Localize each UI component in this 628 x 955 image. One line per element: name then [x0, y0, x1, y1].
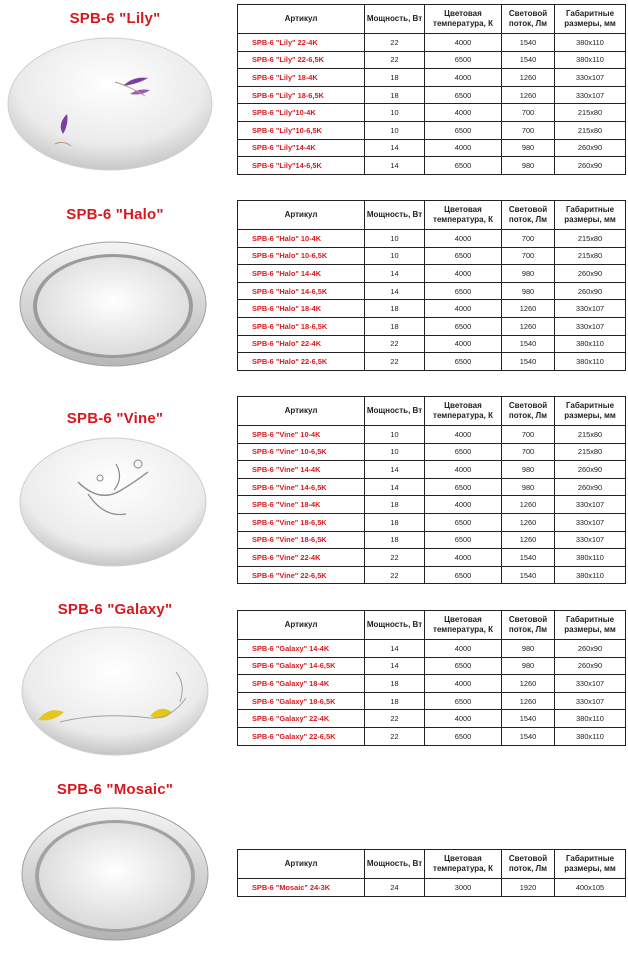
- temperature-cell: 6500: [425, 247, 502, 265]
- article-cell: SPB-6 "Galaxy" 18-6,5K: [238, 692, 365, 710]
- dimensions-cell: 380x110: [555, 727, 626, 745]
- product-title-halo: SPB-6 "Halo": [66, 206, 164, 223]
- temperature-cell: 6500: [425, 317, 502, 335]
- table-row: [238, 317, 626, 335]
- flux-cell: 1540: [502, 727, 555, 745]
- article-cell: SPB-6 "Vine" 18-6,5K: [238, 513, 365, 531]
- power-cell: 18: [365, 69, 425, 87]
- table-row: [238, 247, 626, 265]
- temperature-cell: 6500: [425, 513, 502, 531]
- flux-cell: 1540: [502, 566, 555, 584]
- product-title-mosaic: SPB-6 "Mosaic": [56, 781, 174, 798]
- temperature-cell: 6500: [425, 727, 502, 745]
- table-row: [238, 675, 626, 693]
- article-cell: SPB-6 "Lily"10-4K: [238, 104, 365, 122]
- article-cell: SPB-6 "Vine" 22-4K: [238, 549, 365, 567]
- dimensions-cell: 330x107: [555, 531, 626, 549]
- article-cell: SPB-6 "Lily"14-6,5K: [238, 157, 365, 175]
- flux-cell: 980: [502, 157, 555, 175]
- header-flux: Световой поток, Лм: [502, 201, 555, 230]
- table-row: [238, 710, 626, 728]
- power-cell: 22: [365, 710, 425, 728]
- power-cell: 14: [365, 265, 425, 283]
- article-cell: SPB-6 "Lily"14-4K: [238, 139, 365, 157]
- power-cell: 22: [365, 566, 425, 584]
- header-article: Артикул: [238, 397, 365, 426]
- table-row: [238, 426, 626, 444]
- temperature-cell: 4000: [425, 139, 502, 157]
- temperature-cell: 6500: [425, 478, 502, 496]
- header-power: Мощность, Вт: [365, 850, 425, 879]
- flux-cell: 1260: [502, 675, 555, 693]
- power-cell: 14: [365, 657, 425, 675]
- flux-cell: 980: [502, 640, 555, 658]
- temperature-cell: 4000: [425, 69, 502, 87]
- dimensions-cell: 215x80: [555, 247, 626, 265]
- flux-cell: 1260: [502, 496, 555, 514]
- power-cell: 24: [365, 879, 425, 897]
- power-cell: 18: [365, 692, 425, 710]
- table-row: [238, 513, 626, 531]
- header-temperature: Цветовая температура, К: [425, 397, 502, 426]
- temperature-cell: 4000: [425, 426, 502, 444]
- header-flux: Световой поток, Лм: [502, 850, 555, 879]
- halo-lamp-image: [18, 238, 208, 368]
- flux-cell: 1260: [502, 69, 555, 87]
- dimensions-cell: 260x90: [555, 265, 626, 283]
- table-row: [238, 879, 626, 897]
- temperature-cell: 4000: [425, 335, 502, 353]
- dimensions-cell: 260x90: [555, 478, 626, 496]
- power-cell: 14: [365, 461, 425, 479]
- product-title-lily: SPB-6 "Lily": [69, 10, 161, 27]
- article-cell: SPB-6 "Halo" 18-4K: [238, 300, 365, 318]
- dimensions-cell: 330x107: [555, 675, 626, 693]
- power-cell: 22: [365, 335, 425, 353]
- temperature-cell: 4000: [425, 640, 502, 658]
- dimensions-cell: 330x107: [555, 86, 626, 104]
- header-temperature: Цветовая температура, К: [425, 201, 502, 230]
- flux-cell: 1260: [502, 317, 555, 335]
- spec-table-lily: [237, 4, 626, 175]
- flux-cell: 980: [502, 282, 555, 300]
- table-row: [238, 478, 626, 496]
- flux-cell: 700: [502, 104, 555, 122]
- power-cell: 14: [365, 282, 425, 300]
- header-flux: Световой поток, Лм: [502, 611, 555, 640]
- power-cell: 22: [365, 51, 425, 69]
- article-cell: SPB-6 "Galaxy" 14-6,5K: [238, 657, 365, 675]
- dimensions-cell: 260x90: [555, 157, 626, 175]
- header-flux: Световой поток, Лм: [502, 397, 555, 426]
- temperature-cell: 3000: [425, 879, 502, 897]
- product-title-galaxy: SPB-6 "Galaxy": [57, 601, 173, 618]
- flux-cell: 980: [502, 478, 555, 496]
- spec-table-vine: [237, 396, 626, 584]
- article-cell: SPB-6 "Halo" 22-4K: [238, 335, 365, 353]
- dimensions-cell: 330x107: [555, 69, 626, 87]
- flux-cell: 700: [502, 230, 555, 248]
- table-row: [238, 265, 626, 283]
- article-cell: SPB-6 "Vine" 18-4K: [238, 496, 365, 514]
- table-row: [238, 640, 626, 658]
- flux-cell: 1260: [502, 300, 555, 318]
- temperature-cell: 6500: [425, 282, 502, 300]
- flux-cell: 1920: [502, 879, 555, 897]
- power-cell: 14: [365, 139, 425, 157]
- lily-lamp-image: [5, 34, 215, 174]
- header-article: Артикул: [238, 611, 365, 640]
- temperature-cell: 6500: [425, 86, 502, 104]
- table-row: [238, 727, 626, 745]
- table-row: [238, 139, 626, 157]
- article-cell: SPB-6 "Mosaic" 24-3K: [238, 879, 365, 897]
- power-cell: 22: [365, 34, 425, 52]
- temperature-cell: 6500: [425, 657, 502, 675]
- flux-cell: 1540: [502, 34, 555, 52]
- dimensions-cell: 400x105: [555, 879, 626, 897]
- flux-cell: 1540: [502, 353, 555, 371]
- temperature-cell: 6500: [425, 157, 502, 175]
- power-cell: 10: [365, 104, 425, 122]
- temperature-cell: 4000: [425, 675, 502, 693]
- flux-cell: 1260: [502, 531, 555, 549]
- article-cell: SPB-6 "Halo" 10-6,5K: [238, 247, 365, 265]
- table-row: [238, 104, 626, 122]
- mosaic-lamp-image: [20, 804, 210, 944]
- power-cell: 22: [365, 727, 425, 745]
- flux-cell: 700: [502, 426, 555, 444]
- dimensions-cell: 215x80: [555, 426, 626, 444]
- temperature-cell: 6500: [425, 121, 502, 139]
- article-cell: SPB-6 "Halo" 18-6,5K: [238, 317, 365, 335]
- dimensions-cell: 380x110: [555, 34, 626, 52]
- table-row: [238, 300, 626, 318]
- power-cell: 10: [365, 247, 425, 265]
- table-row: [238, 282, 626, 300]
- power-cell: 18: [365, 317, 425, 335]
- article-cell: SPB-6 "Vine" 14-4K: [238, 461, 365, 479]
- article-cell: SPB-6 "Galaxy" 22-4K: [238, 710, 365, 728]
- power-cell: 10: [365, 426, 425, 444]
- article-cell: SPB-6 "Vine" 10-4K: [238, 426, 365, 444]
- dimensions-cell: 380x110: [555, 566, 626, 584]
- flux-cell: 1260: [502, 692, 555, 710]
- power-cell: 10: [365, 443, 425, 461]
- flux-cell: 980: [502, 139, 555, 157]
- flux-cell: 1540: [502, 51, 555, 69]
- header-power: Мощность, Вт: [365, 5, 425, 34]
- power-cell: 18: [365, 300, 425, 318]
- flux-cell: 700: [502, 443, 555, 461]
- temperature-cell: 4000: [425, 300, 502, 318]
- table-row: [238, 461, 626, 479]
- table-row: [238, 566, 626, 584]
- temperature-cell: 4000: [425, 265, 502, 283]
- table-row: [238, 157, 626, 175]
- temperature-cell: 4000: [425, 710, 502, 728]
- header-dimensions: Габаритные размеры, мм: [555, 5, 626, 34]
- header-power: Мощность, Вт: [365, 611, 425, 640]
- header-article: Артикул: [238, 201, 365, 230]
- flux-cell: 1540: [502, 710, 555, 728]
- dimensions-cell: 330x107: [555, 692, 626, 710]
- header-dimensions: Габаритные размеры, мм: [555, 201, 626, 230]
- power-cell: 10: [365, 230, 425, 248]
- dimensions-cell: 380x110: [555, 51, 626, 69]
- flux-cell: 700: [502, 247, 555, 265]
- header-temperature: Цветовая температура, К: [425, 5, 502, 34]
- temperature-cell: 6500: [425, 353, 502, 371]
- article-cell: SPB-6 "Lily"10-6,5K: [238, 121, 365, 139]
- dimensions-cell: 260x90: [555, 139, 626, 157]
- article-cell: SPB-6 "Halo" 14-6,5K: [238, 282, 365, 300]
- table-row: [238, 496, 626, 514]
- dimensions-cell: 380x110: [555, 335, 626, 353]
- dimensions-cell: 330x107: [555, 513, 626, 531]
- article-cell: SPB-6 "Galaxy" 14-4K: [238, 640, 365, 658]
- product-title-vine: SPB-6 "Vine": [66, 410, 164, 427]
- article-cell: SPB-6 "Halo" 22-6,5K: [238, 353, 365, 371]
- temperature-cell: 6500: [425, 443, 502, 461]
- dimensions-cell: 330x107: [555, 300, 626, 318]
- temperature-cell: 6500: [425, 566, 502, 584]
- power-cell: 22: [365, 549, 425, 567]
- header-dimensions: Габаритные размеры, мм: [555, 850, 626, 879]
- power-cell: 18: [365, 675, 425, 693]
- power-cell: 10: [365, 121, 425, 139]
- dimensions-cell: 260x90: [555, 282, 626, 300]
- flux-cell: 1540: [502, 549, 555, 567]
- flux-cell: 980: [502, 265, 555, 283]
- dimensions-cell: 215x80: [555, 104, 626, 122]
- dimensions-cell: 260x90: [555, 461, 626, 479]
- table-row: [238, 531, 626, 549]
- article-cell: SPB-6 "Vine" 14-6,5K: [238, 478, 365, 496]
- dimensions-cell: 215x80: [555, 121, 626, 139]
- table-row: [238, 692, 626, 710]
- dimensions-cell: 215x80: [555, 230, 626, 248]
- table-row: [238, 353, 626, 371]
- flux-cell: 1260: [502, 86, 555, 104]
- table-row: [238, 230, 626, 248]
- spec-table-mosaic: [237, 849, 626, 897]
- article-cell: SPB-6 "Galaxy" 22-6,5K: [238, 727, 365, 745]
- flux-cell: 700: [502, 121, 555, 139]
- power-cell: 14: [365, 478, 425, 496]
- flux-cell: 980: [502, 657, 555, 675]
- temperature-cell: 6500: [425, 692, 502, 710]
- temperature-cell: 4000: [425, 461, 502, 479]
- header-temperature: Цветовая температура, К: [425, 850, 502, 879]
- table-row: [238, 86, 626, 104]
- flux-cell: 980: [502, 461, 555, 479]
- temperature-cell: 6500: [425, 51, 502, 69]
- table-row: [238, 657, 626, 675]
- power-cell: 18: [365, 513, 425, 531]
- dimensions-cell: 330x107: [555, 496, 626, 514]
- table-row: [238, 121, 626, 139]
- article-cell: SPB-6 "Lily" 18-6,5K: [238, 86, 365, 104]
- article-cell: SPB-6 "Galaxy" 18-4K: [238, 675, 365, 693]
- power-cell: 18: [365, 496, 425, 514]
- dimensions-cell: 215x80: [555, 443, 626, 461]
- table-row: [238, 51, 626, 69]
- temperature-cell: 4000: [425, 549, 502, 567]
- article-cell: SPB-6 "Halo" 14-4K: [238, 265, 365, 283]
- galaxy-lamp-image: [20, 624, 210, 759]
- table-row: [238, 69, 626, 87]
- article-cell: SPB-6 "Lily" 18-4K: [238, 69, 365, 87]
- flux-cell: 1540: [502, 335, 555, 353]
- dimensions-cell: 380x110: [555, 353, 626, 371]
- header-temperature: Цветовая температура, К: [425, 611, 502, 640]
- temperature-cell: 4000: [425, 230, 502, 248]
- dimensions-cell: 330x107: [555, 317, 626, 335]
- power-cell: 22: [365, 353, 425, 371]
- header-dimensions: Габаритные размеры, мм: [555, 611, 626, 640]
- article-cell: SPB-6 "Vine" 22-6,5K: [238, 566, 365, 584]
- header-article: Артикул: [238, 5, 365, 34]
- header-flux: Световой поток, Лм: [502, 5, 555, 34]
- header-dimensions: Габаритные размеры, мм: [555, 397, 626, 426]
- table-row: [238, 335, 626, 353]
- power-cell: 18: [365, 86, 425, 104]
- flux-cell: 1260: [502, 513, 555, 531]
- spec-table-galaxy: [237, 610, 626, 746]
- power-cell: 14: [365, 640, 425, 658]
- table-row: [238, 549, 626, 567]
- article-cell: SPB-6 "Vine" 10-6,5K: [238, 443, 365, 461]
- dimensions-cell: 380x110: [555, 549, 626, 567]
- power-cell: 18: [365, 531, 425, 549]
- article-cell: SPB-6 "Lily" 22-6,5K: [238, 51, 365, 69]
- header-article: Артикул: [238, 850, 365, 879]
- vine-lamp-image: [18, 434, 208, 569]
- power-cell: 14: [365, 157, 425, 175]
- temperature-cell: 4000: [425, 496, 502, 514]
- header-power: Мощность, Вт: [365, 397, 425, 426]
- temperature-cell: 4000: [425, 104, 502, 122]
- dimensions-cell: 380x110: [555, 710, 626, 728]
- table-row: [238, 34, 626, 52]
- table-row: [238, 443, 626, 461]
- temperature-cell: 4000: [425, 34, 502, 52]
- dimensions-cell: 260x90: [555, 657, 626, 675]
- temperature-cell: 6500: [425, 531, 502, 549]
- spec-table-halo: [237, 200, 626, 371]
- article-cell: SPB-6 "Vine" 18-6,5K: [238, 531, 365, 549]
- dimensions-cell: 260x90: [555, 640, 626, 658]
- article-cell: SPB-6 "Halo" 10-4K: [238, 230, 365, 248]
- header-power: Мощность, Вт: [365, 201, 425, 230]
- article-cell: SPB-6 "Lily" 22-4K: [238, 34, 365, 52]
